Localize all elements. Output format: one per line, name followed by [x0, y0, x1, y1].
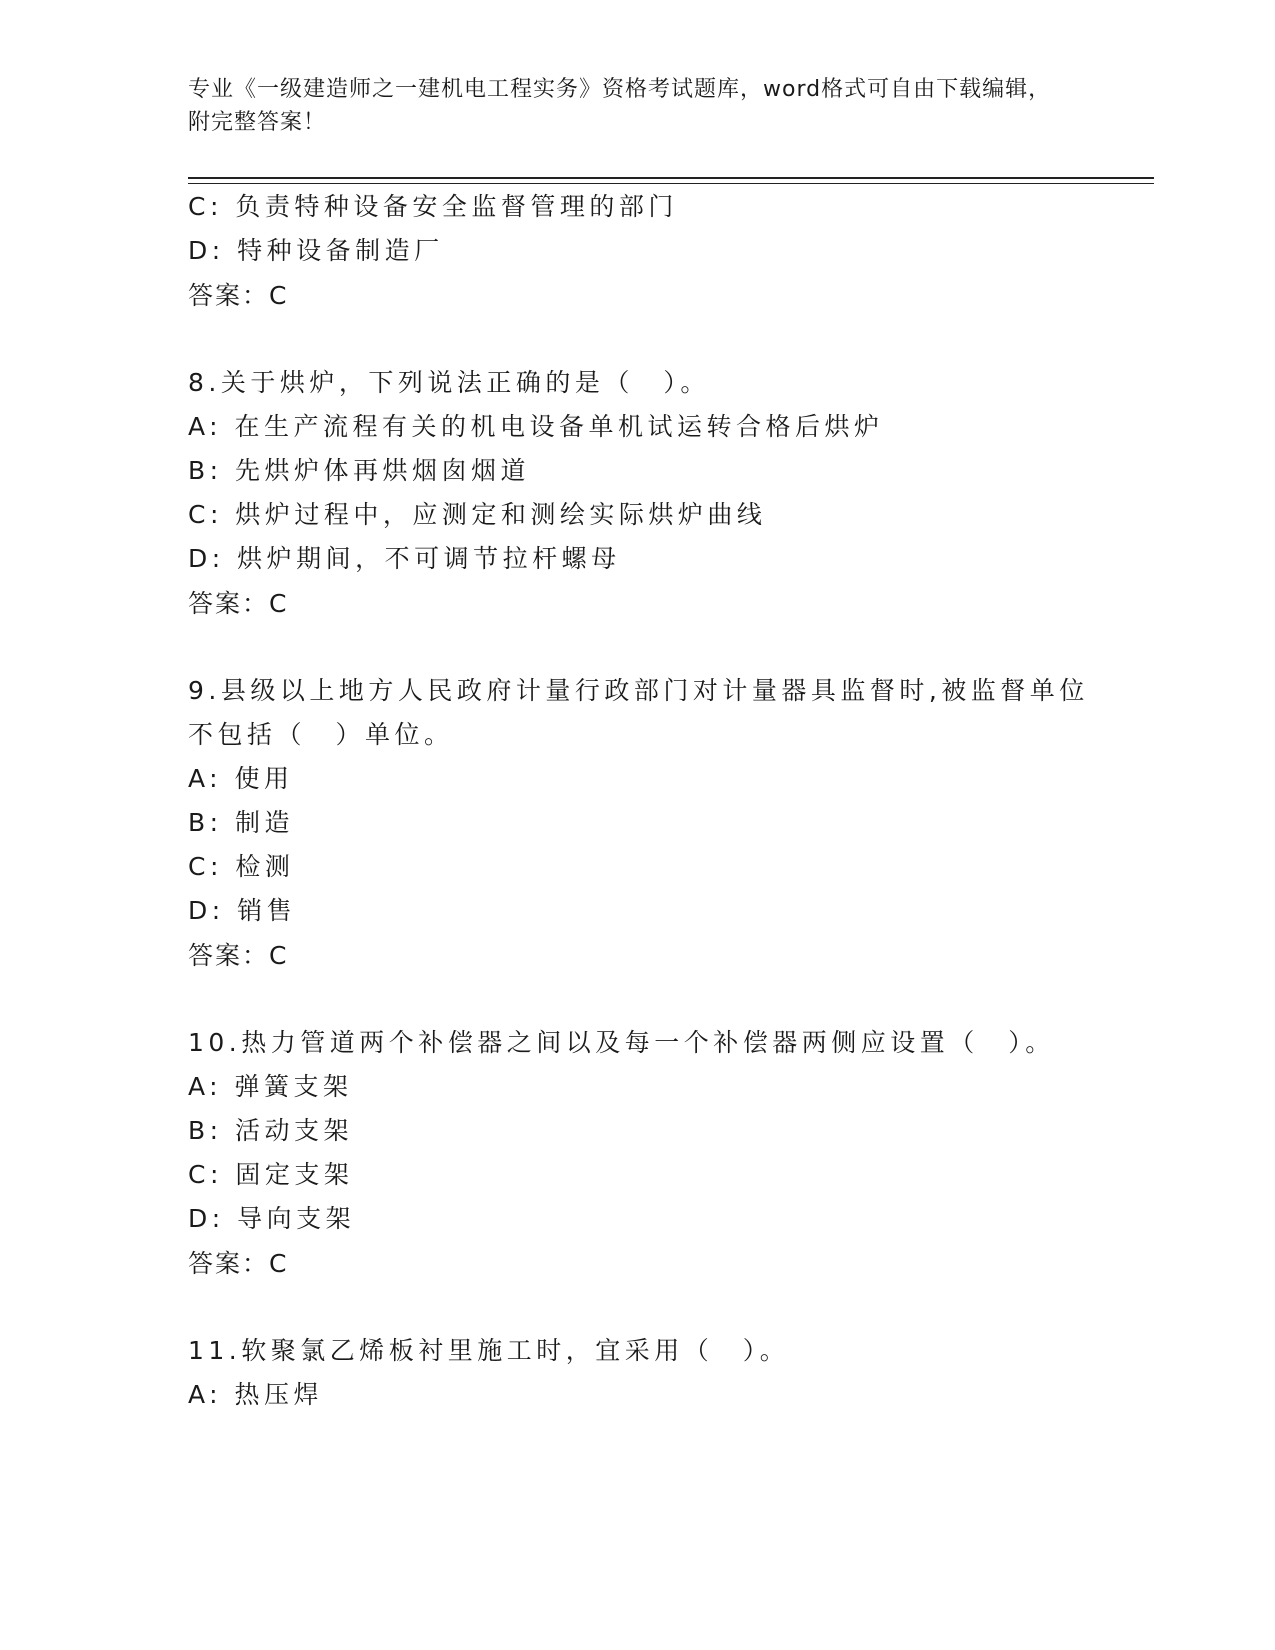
q8-option-b: B: 先烘炉体再烘烟囱烟道 [188, 456, 531, 485]
q9-option-b: B: 制造 [188, 808, 295, 837]
header-divider-thin [188, 183, 1154, 184]
q7-answer: 答案：C [188, 281, 289, 310]
q8-answer: 答案：C [188, 589, 289, 618]
q10-option-c: C: 固定支架 [188, 1160, 354, 1189]
q7-option-d: D: 特种设备制造厂 [188, 236, 444, 265]
q8-option-d: D: 烘炉期间，不可调节拉杆螺母 [188, 544, 621, 573]
q10-option-d: D: 导向支架 [188, 1204, 356, 1233]
q10-answer: 答案：C [188, 1249, 289, 1278]
q7-option-c: C: 负责特种设备安全监督管理的部门 [188, 192, 678, 221]
document-header: 专业《一级建造师之一建机电工程实务》资格考试题库，word格式可自由下载编辑，附完整答案！ [188, 77, 1052, 135]
q8-option-c: C: 烘炉过程中，应测定和测绘实际烘炉曲线 [188, 500, 767, 529]
q10-option-b: B: 活动支架 [188, 1116, 354, 1145]
q9-stem-line2: 不包括（ ）单位。 [188, 720, 454, 749]
q9-option-a: A: 使用 [188, 764, 294, 793]
q9-option-d: D: 销售 [188, 896, 297, 925]
q10-option-a: A: 弹簧支架 [188, 1072, 353, 1101]
q11-stem: 11.软聚氯乙烯板衬里施工时，宜采用（ ）。 [188, 1336, 790, 1365]
header-divider-thick [188, 177, 1154, 179]
q11-option-a: A: 热压焊 [188, 1380, 324, 1409]
q8-stem: 8.关于烘炉，下列说法正确的是（ ）。 [188, 368, 710, 397]
q10-stem: 10.热力管道两个补偿器之间以及每一个补偿器两侧应设置（ ）。 [188, 1028, 1055, 1057]
q9-answer: 答案：C [188, 941, 289, 970]
q8-option-a: A: 在生产流程有关的机电设备单机试运转合格后烘炉 [188, 412, 884, 441]
q9-stem-line1: 9.县级以上地方人民政府计量行政部门对计量器具监督时,被监督单位 [188, 676, 1089, 705]
q9-option-c: C: 检测 [188, 852, 295, 881]
